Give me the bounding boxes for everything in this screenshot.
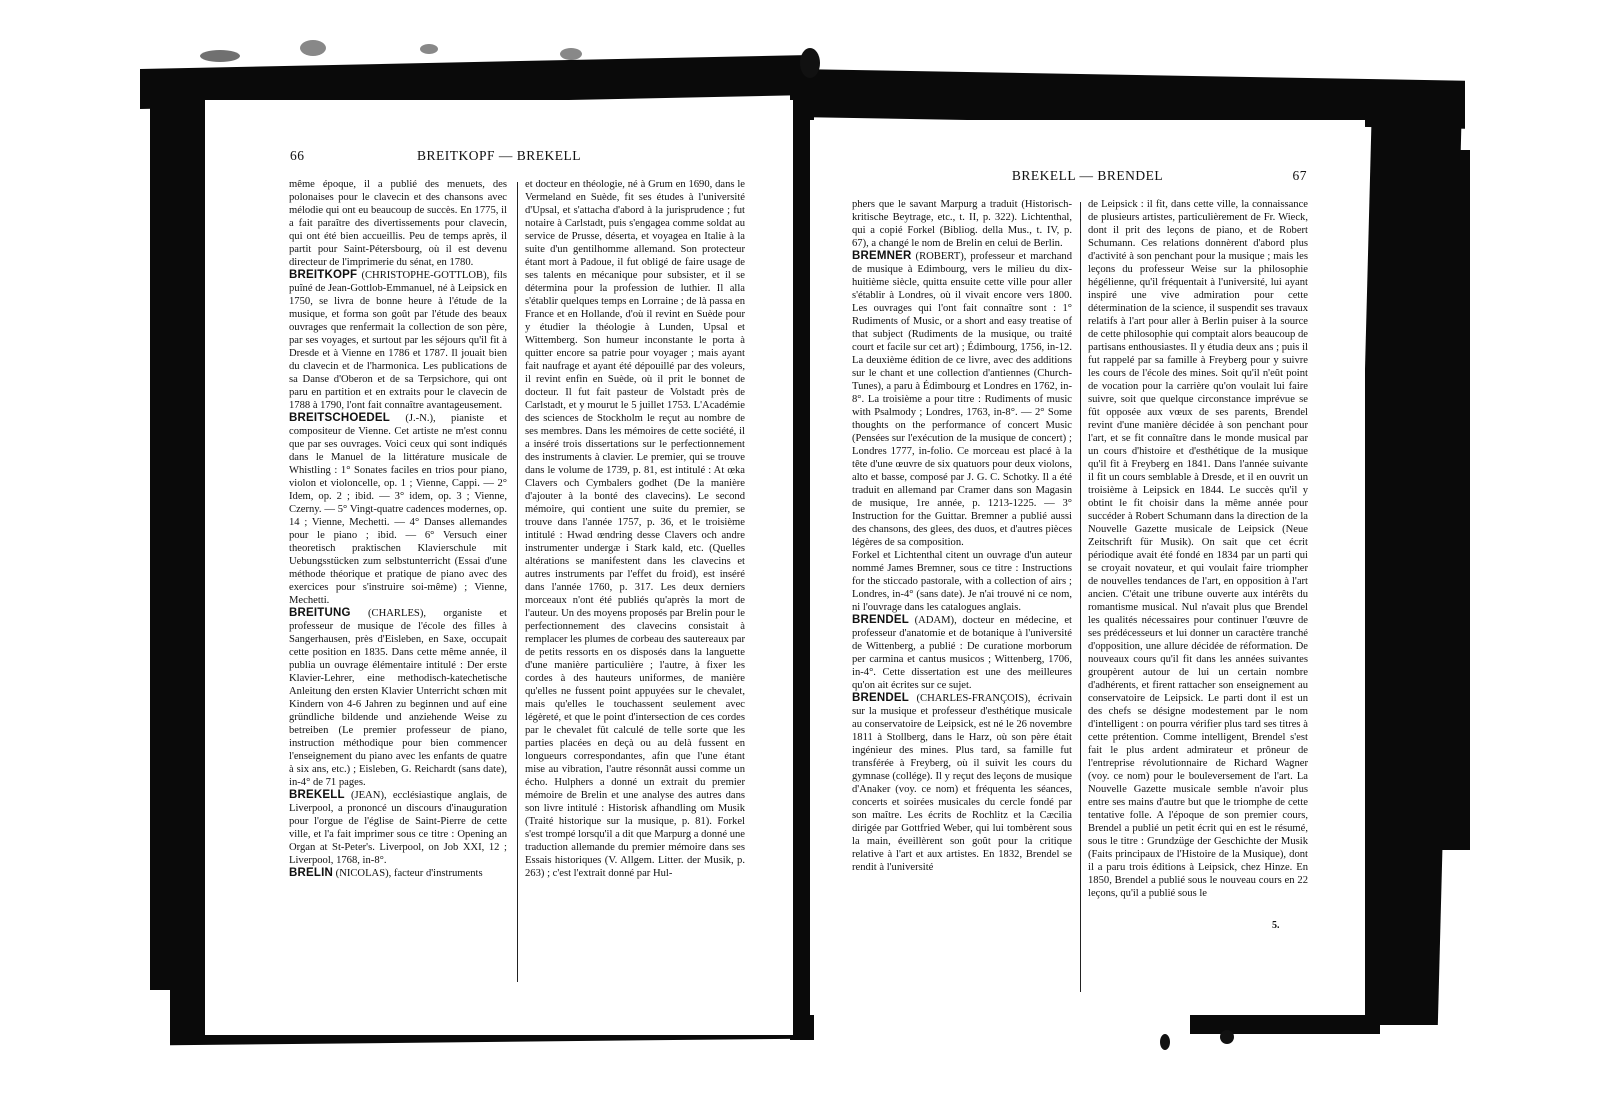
right-page <box>810 120 1365 1015</box>
running-head: BREKELL — BRENDEL <box>1011 168 1164 183</box>
entry-breitung: BREITUNG (CHARLES), organiste et professeur de musique de l'école des filles à Sangerhausen, près d'Eisleben, en Saxe, occupait cette position en 1835. Dans cette même année, il publia un ouvrage élémentaire intitulé : Der erste Klavier-Lehrer, eine methodisch-katechetische Anleitung den ersten Klavier Unterricht schœn mit Kindern von 4-6 Jahren zu beginnen und auf eine gründliche bildende und anziehende Weise zu betreiben (Le premier professeur de piano, instruction méthodique pour bien commencer l'enseignement du piano avec les enfants de quatre à six ans, etc.) ; Eisleben, G. Reichardt (sans date), in-4° de 71 pages. <box>289 607 507 788</box>
left-page-column-1 <box>289 178 507 880</box>
signature-mark: 5. <box>1272 920 1280 931</box>
entry-headword: BRENDEL <box>852 692 909 704</box>
right-page-column-2 <box>1088 198 1308 900</box>
entry-headword: BREITSCHOEDEL <box>289 412 390 424</box>
entry-brekell: BREKELL (JEAN), ecclésiastique anglais, de Liverpool, a prononcé un discours d'inauguration pour l'orgue de l'église de Saint-Pierre de cette ville, et l'a fait imprimer sous ce titre : Opening an Organ at St-Peter's. Liverpool, on Job XXI, 12 ; Liverpool, 1768, in-8°. <box>289 789 507 866</box>
entry-breitschoedel: BREITSCHOEDEL (J.-N.), pianiste et compositeur de Vienne. Cet artiste ne m'est connu que par ses ouvrages. Voici ceux qui sont indiqués dans le Manuel de la littérature musicale de Whistling : 1° Sonates faciles en trios pour piano, violon et violoncelle, op. 1 ; Vienne, Cappi. — 2° Idem, op. 2 ; ibid. — 3° idem, op. 3 ; Vienne, Czerny. — 5° Vingt-quatre cadences modernes, op. 14 ; Vienne, Mechetti. — 4° Danses allemandes pour le piano ; ibid. — 6° Versuch einer theoretisch praktischen Klavierschule mit Uebungsstücken zum selbstunterricht (Essai d'une méthode théorique et pratique de piano avec des exercices pour s'instruire soi-même) ; Vienne, Mechetti. <box>289 412 507 606</box>
entry-headword: BREMNER <box>852 250 912 262</box>
left-page-column-2 <box>525 178 745 880</box>
paragraph: même époque, il a publié des menuets, des polonaises pour le clavecin et des chansons avec mélodie qui ont eu beaucoup de succès. En 1775, il a fait paraître des divertissements pour clavecin, qui ont été bien accueillis. Peu de temps après, il partit pour Saint-Pétersbourg, où il est devenu directeur de l'imprimerie du sénat, en 1780. <box>289 179 507 268</box>
paragraph: Forkel et Lichtenthal citent un ouvrage d'un auteur nommé James Bremner, sous ce titre : Instructions for the sticcado pastorale, with a collection of airs ; Londres, in-4° (sans date). Je n'ai trouvé ni ce nom, ni l'ouvrage dans les catalogues anglais. <box>852 550 1072 613</box>
entry-bremner: BREMNER (ROBERT), professeur et marchand de musique à Edimbourg, vers le milieu du dix-huitième siècle, quitta ensuite cette ville pour aller s'établir à Londres, où il vivait encore vers 1800. Les ouvrages qui l'ont fait connaître sont : 1° Rudiments of Music, or a short and easy treatise of that subject (Rudiments de la musique, ou traité court et facile sur cet art) ; Édimbourg, 1756, in-12. La deuxième édition de ce livre, avec des additions sur le chant et une collection d'antiennes (Church-Tunes), a paru à Édimbourg et Londres en 1762, in-8°. La troisième a pour titre : Rudiments of music with Psalmody ; Londres, 1763, in-8°. — 2° Some thoughts on the performance of concert Music (Pensées sur l'exécution de la musique de concert) ; Londres 1777, in-folio. Ce morceau est placé à la tête d'une œuvre de six quatuors pour deux violons, alto et basse, composé par J. G. C. Schotky. Il a été traduit en allemand par Cramer dans son Magasin de musique, 1re année, p. 1213-1225. — 3° Instruction for the Guittar. Bremner a publié aussi des chansons, des glees, des duos, et d'autres pièces légères de sa composition. <box>852 250 1072 548</box>
left-page-header <box>205 148 793 168</box>
paragraph: de Leipsick : il fit, dans cette ville, la connaissance de plusieurs artistes, particulièrement de Fr. Wieck, dont il prit des leçons de piano, et de Robert Schumann. Ces relations donnèrent d'abord plus d'activité à son penchant pour la musique ; mais les leçons du professeur Weise sur la philosophie hégélienne, qu'il fréquentait à l'université, lui ayant inspiré une vive admiration pour cette détermination de la science, il suspendit ses travaux relatifs à l'art pour aller à Berlin puiser à la source de cette philosophie qui comptait alors beaucoup de partisans enthousiastes. Il y étudia deux ans ; puis il fut rappelé par sa famille à Freyberg pour y suivre les cours de l'école des mines. Soit qu'il n'eût point de vocation pour la carrière qu'on voulait lui faire suivre, soit que quelque circonstance imprévue se fût opposée aux vœux de ses parents, Brendel revint d'une manière décidée à son penchant pour l'art, et se fit connaître dans le monde musical par un cours d'histoire et d'esthétique de la musique qu'il fit à Freyberg en 1841. Dans l'année suivante il fit un cours semblable à Dresde, et il en ouvrit un troisième à Leipsick en 1844. Le succès qu'il y obtint le fit choisir dans la même année pour succéder à Robert Schumann dans la direction de la Nouvelle Gazette musicale de Leipsick (Neue Zeitschrift für Musik). On sait que cet écrit périodique avait été fondé en 1834 par un parti qui se croyait novateur, et qui voulait faire triompher de nouvelles tendances de l'art, en opposition à l'art ancien. C'était une tribune ouverte aux intérêts du romantisme musical. Nul n'avait plus que Brendel les qualités nécessaires pour continuer l'œuvre de ses prédécesseurs et lui donner un caractère tranché d'opposition, une allure décidée de réformation. De nouveaux cours qu'il fit dans les années suivantes groupèrent autour de lui un certain nombre d'adhérents, et firent rattacher son enseignement au conservatoire de Leipsick. Le parti dont il est un des chefs se désigne modestement par le nom d'intelligent : on pourra vérifier plus tard ses titres à cette prétention. Comme intelligent, Brendel s'est fait le plus ardent admirateur et prôneur de l'entreprise révolutionnaire de Richard Wagner (voy. ce nom) pour le bouleversement de l'art. La Nouvelle Gazette musicale semble n'avoir plus entre ses mains d'autre but que le triomphe de cette tentative folle. A l'époque de son premier cours, Brendel a publié un petit écrit qui en est le résumé, sous le titre : Grundzüge der Geschichte der Musik (Faits principaux de l'Histoire de la Musique), dont il a paru trois éditions à Leipsick, chez Hinze. En 1850, Brendel a publié sous le nouveau cours en 22 leçons, qu'il a publié sous le <box>1088 199 1308 899</box>
entry-headword: BREKELL <box>289 789 345 801</box>
right-page-column-1 <box>852 198 1072 874</box>
running-head: BREITKOPF — BREKELL <box>416 148 581 163</box>
entry-headword: BRELIN <box>289 867 334 879</box>
entry-headword: BREITKOPF <box>289 269 358 281</box>
entry-breitkopf: BREITKOPF (CHRISTOPHE-GOTTLOB), fils puîné de Jean-Gottlob-Emmanuel, né à Leipsick en 1750, se livra de bonne heure à l'étude de la musique, et forma son goût par l'étude des beaux ouvrages que renfermait la collection de son père, par ses voyages, et surtout par les séjours qu'il fit à Dresde et à Vienne en 1786 et 1787. Il jouait bien du clavecin et de l'harmonica. Les publications de sa Danse d'Oberon et de sa Terpsichore, qui ont paru en partition et en extraits pour le clavecin de 1788 à 1790, l'ont fait connaître avantageusement. <box>289 269 507 411</box>
right-page-header <box>810 168 1365 188</box>
page-number: 67 <box>1292 168 1307 183</box>
entry-brendel-adam: BRENDEL (ADAM), docteur en médecine, et professeur d'anatomie et de botanique à l'université de Wittenberg, a publié : De curatione morborum per carmina et cantus musicos ; Wittenberg, 1706, in-4°. Cette dissertation est une des meilleures qu'on ait écrites sur ce sujet. <box>852 614 1072 691</box>
paragraph: et docteur en théologie, né à Grum en 1690, dans le Vermeland en Suède, fit ses études à l'université d'Upsal, et s'attacha d'abord à la jurisprudence ; fut notaire à Carlstadt, puis s'engagea comme soldat au service de Prusse, déserta, et voyagea en Italie à la suite d'un gentilhomme allemand. Son protecteur étant mort à Padoue, il fut obligé de faire usage de ses talents en mécanique pour subsister, et il se détermina pour la profession de luthier. Il alla s'établir quelques temps en Lorraine ; de là passa en France et en Hollande, d'où il revint en Suède pour y étudier la théologie à Lunden, Upsal et Wittemberg. Son humeur inconstante le porta à quitter encore sa patrie pour voyager ; mais ayant fait naufrage et ayant été dépouillé par des voleurs, il revint enfin en Suède, où il prit le bonnet de docteur. Il fut fait pasteur de Volstadt près de Carlstadt, et y mourut le 5 juillet 1753. L'Académie des sciences de Stockholm le reçut au nombre de ses membres. Dans les mémoires de cette société, il a inséré trois dissertations sur le perfectionnement des instruments à clavier. Le premier, qui se trouve dans le volume de 1739, p. 81, est intitulé : At œka Clavers och Cymbalers godhet (De la manière d'ajouter à la bonté des clavecins). Le second mémoire, qui contient une suite du premier, se trouve dans l'année 1757, p. 36, et le troisième intitulé : Hwad œndring desse Clavers och andre instrumenter undergæ i Stark kald, etc. (Quelles altérations se manifestent dans les clavecins et autres instruments par l'effet du froid), est inséré dans l'année 1760, p. 317. Les deux derniers morceaux n'ont été publiés qu'après la mort de l'auteur. Un des moyens proposés par Brelin pour le perfectionnement des clavecins consistait à remplacer les plumes de corbeau des sautereaux par de petits ressorts en os disposés dans la languette d'une manière particulière ; l'autre, à fixer les cordes à des hauteurs uniformes, de manière qu'elles ne fussent point appuyées sur le chevalet, mais qu'elles le touchassent seulement avec légèreté, et que le point d'intersection de ces cordes par le chevalet fût calculé de telle sorte que les parties placées en deçà ou au delà fussent en longueurs correspondantes, afin que l'une étant mise au vibration, l'autre résonnât aussi comme un écho. Hulphers a donné un extrait du premier mémoire de Brelin et une analyse des autres dans son livre intitulé : Historisk afhandling om Musik (Traité historique sur la musique, p. 81). Forkel s'est trompé lorsqu'il a dit que Marpurg a donné une traduction allemande du premier mémoire dans ses Essais historiques (V. Allgem. Litter. der Musik, p. 263) ; c'est l'extrait donné par Hul- <box>525 179 745 879</box>
page-number: 66 <box>290 148 305 163</box>
column-rule <box>1080 202 1081 992</box>
entry-brendel-charles: BRENDEL (CHARLES-FRANÇOIS), écrivain sur la musique et professeur d'esthétique musicale au conservatoire de Leipsick, est né le 26 novembre 1811 à Stollberg, dans le Harz, où son père était ingénieur des mines. Plus tard, sa famille fut transférée à Freyberg, où il suivit les cours du gymnase (collége). Il y reçut des leçons de musique d'Anaker (voy. ce nom) et fréquenta les séances, concerts et soirées musicales du cercle fondé par son maître. Les écrits de Rochlitz et la Cæcilia dirigée par Gottfried Weber, qui lui tombèrent sous la main, éveillèrent son goût pour la critique relative à l'art et aux artistes. En 1832, Brendel se rendit à l'université <box>852 692 1072 873</box>
entry-headword: BRENDEL <box>852 614 909 626</box>
paragraph: phers que le savant Marpurg a traduit (Historisch-kritische Beytrage, etc., t. II, p. 322). Lichtenthal, qui a copié Forkel (Bibliog. della Mus., t. IV, p. 67), a changé le nom de Brelin en celui de Berlin. <box>852 199 1072 249</box>
entry-headword: BREITUNG <box>289 607 351 619</box>
left-page <box>205 100 793 1035</box>
column-rule <box>517 182 518 982</box>
entry-brelin: BRELIN (NICOLAS), facteur d'instruments <box>289 867 483 879</box>
